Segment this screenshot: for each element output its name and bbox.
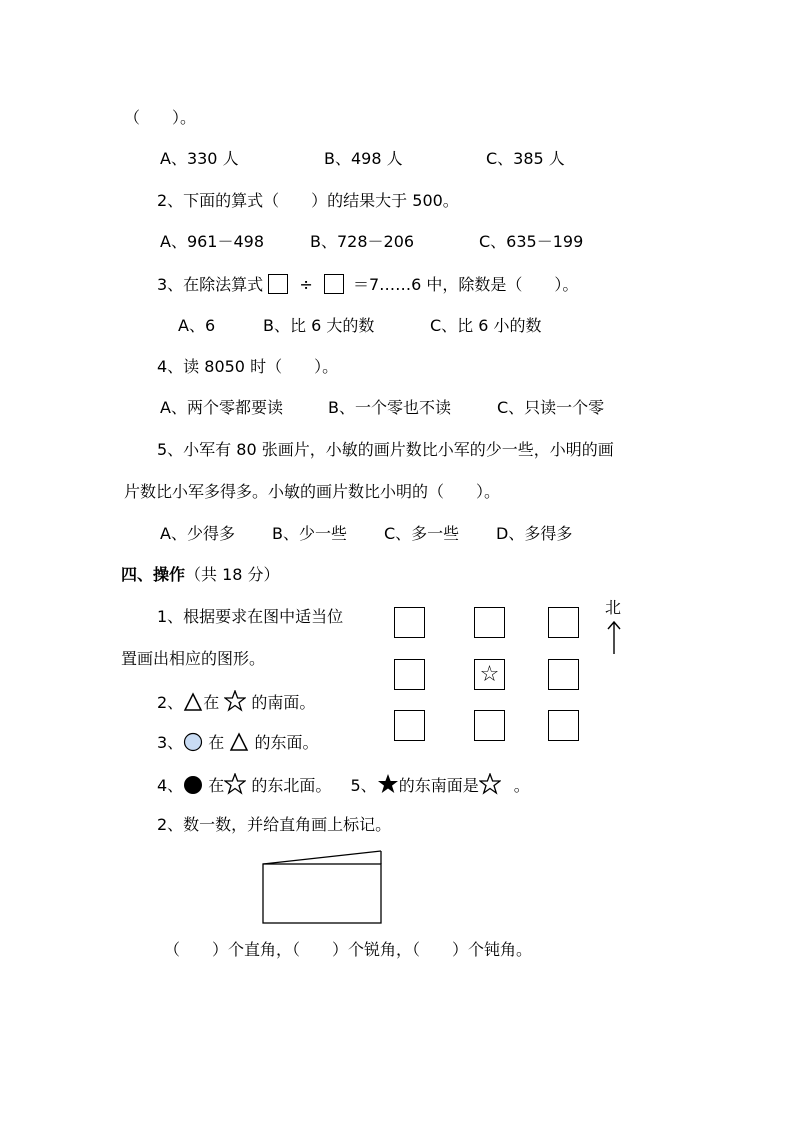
star-outline-icon: ☆	[479, 662, 500, 687]
grid-cell	[474, 710, 505, 741]
dividend-blank	[268, 274, 288, 294]
grid-cell	[548, 607, 579, 638]
op-item-2-number: 2、	[157, 693, 184, 712]
q3-prefix: 3、在除法算式	[157, 275, 264, 294]
grid-cell-star	[474, 659, 505, 690]
section4-score: （共 18 分）	[185, 565, 280, 584]
section4-title: 四、操作	[121, 565, 186, 584]
grid-cell	[394, 607, 425, 638]
star-outline-icon	[479, 773, 501, 795]
grid-cell	[548, 659, 579, 690]
circle-filled-icon	[183, 775, 203, 795]
op-item-2	[157, 690, 315, 710]
angle-figure	[262, 849, 386, 925]
q3-suffix: ＝7……6 中，除数是（ ）。	[352, 275, 579, 294]
star-outline-icon	[224, 773, 246, 795]
grid-cell	[474, 607, 505, 638]
q1-option-a: A、330 人	[160, 149, 239, 168]
divide-sign: ÷	[299, 275, 313, 294]
op1-line1: 1、根据要求在图中适当位	[157, 607, 344, 626]
op-item-4-number: 4、	[157, 776, 184, 795]
north-arrow-icon	[606, 620, 622, 656]
op-item-4-mid: 在	[208, 776, 225, 795]
q5-option-b: B、少一些	[272, 524, 347, 543]
q5-line2: 片数比小军多得多。小敏的画片数比小明的（ ）。	[124, 482, 501, 501]
q2-option-a: A、961－498	[160, 232, 265, 251]
circle-light-blue-icon	[183, 732, 203, 752]
q5-option-a: A、少得多	[160, 524, 235, 543]
triangle-outline-icon	[183, 692, 203, 712]
op-item-5-mid: 的东南面是	[398, 776, 479, 795]
grid-cell	[548, 710, 579, 741]
q5-option-c: C、多一些	[384, 524, 460, 543]
grid-cell	[394, 710, 425, 741]
q1-tail: （ ）。	[124, 108, 197, 127]
op-item-3-end: 的东面。	[254, 733, 319, 752]
section4-heading	[121, 565, 280, 585]
op-item-2-end: 的南面。	[251, 693, 316, 712]
q2-text: 2、下面的算式（ ）的结果大于 500。	[157, 191, 459, 210]
triangle-outline-icon	[229, 732, 249, 752]
q1-option-c: C、385 人	[486, 149, 565, 168]
op-item-3-number: 3、	[157, 733, 184, 752]
op-item-5-end: 。	[513, 776, 530, 795]
divisor-blank	[324, 274, 344, 294]
q3-text	[157, 274, 578, 294]
op-item-2-mid: 在	[203, 693, 220, 712]
q3-option-c: C、比 6 小的数	[430, 316, 542, 335]
star-filled-icon	[377, 773, 399, 795]
op-item-4-end: 的东北面。	[251, 776, 332, 795]
q3-option-b: B、比 6 大的数	[263, 316, 375, 335]
q5-line1: 5、小军有 80 张画片，小敏的画片数比小军的少一些，小明的画	[157, 440, 614, 459]
op2-text: 2、数一数，并给直角画上标记。	[157, 815, 392, 834]
q4-text: 4、读 8050 时（ ）。	[157, 357, 339, 376]
q4-option-c: C、只读一个零	[497, 398, 605, 417]
q2-option-b: B、728－206	[310, 232, 415, 251]
star-outline-icon	[224, 690, 246, 712]
north-label: 北	[605, 598, 622, 617]
q4-option-a: A、两个零都要读	[160, 398, 283, 417]
q5-option-d: D、多得多	[496, 524, 573, 543]
op2-answer: （ ）个直角，（ ）个锐角，（ ）个钝角。	[164, 940, 533, 959]
q3-option-a: A、6	[178, 316, 216, 335]
op-item-3	[157, 732, 319, 752]
q2-option-c: C、635－199	[479, 232, 584, 251]
q1-option-b: B、498 人	[324, 149, 403, 168]
grid-cell	[394, 659, 425, 690]
op-item-4-5	[157, 773, 530, 793]
q4-option-b: B、一个零也不读	[328, 398, 451, 417]
op-item-5-number: 5、	[350, 776, 377, 795]
op-item-3-mid: 在	[208, 733, 225, 752]
op1-line2: 置画出相应的图形。	[121, 649, 266, 668]
